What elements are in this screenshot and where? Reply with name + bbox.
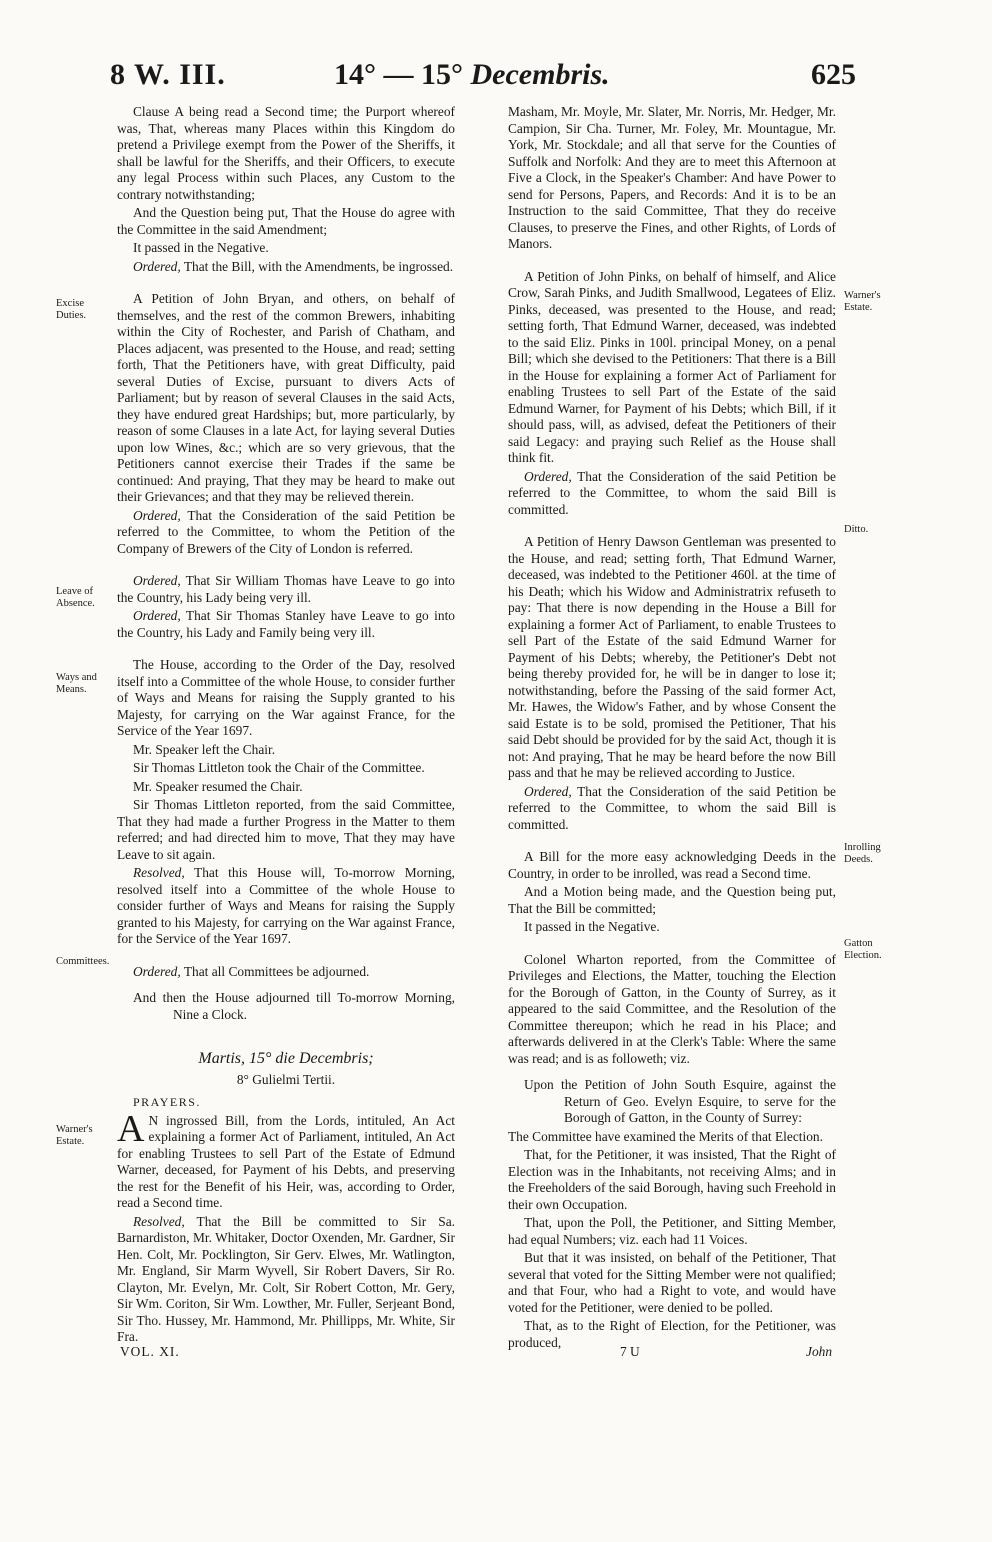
signature-mark: 7 U <box>620 1344 640 1359</box>
ordered-label: Ordered, <box>133 963 181 979</box>
paragraph-text: That Sir Thomas Stanley have Leave to go into the Country, his Lady and Family being very ill. <box>117 608 455 640</box>
adjournment-note: And then the House adjourned till To-morrow Morning, Nine a Clock. <box>133 990 455 1022</box>
paragraph <box>117 608 455 641</box>
paragraph: That, as to the Right of Election, for the Petitioner, was produced, <box>508 1318 836 1350</box>
paragraph-text: That the Consideration of the said Petition be referred to the Committee, to whom the said Bill is committed. <box>508 783 836 832</box>
margin-note-warner-right: Warner's Estate. <box>844 290 881 313</box>
paragraph-text: That the Bill, with the Amendments, be ingrossed. <box>180 258 454 274</box>
paragraph <box>117 1107 455 1212</box>
date-month: Decembris. <box>470 58 610 91</box>
drop-cap: A <box>117 1107 145 1150</box>
paragraph <box>117 865 455 948</box>
date-days: 14° — 15° <box>334 58 463 91</box>
paragraph: That, upon the Poll, the Petitioner, and Sitting Member, had equal Numbers; viz. each had 11 Voices. <box>508 1215 836 1247</box>
paragraph: Sir Thomas Littleton took the Chair of the Committee. <box>133 760 425 775</box>
day-heading: Martis, 15° die Decembris; <box>198 1050 374 1067</box>
paragraph <box>117 1214 455 1346</box>
paragraph: A Petition of John Bryan, and others, on behalf of themselves, and the rest of the common Brewers, inhabiting within the City of Rochester, and Parish of Chatham, and Places adjacent, was presented to the House, and read; setting forth, That the Petitioners have, with great Difficulty, paid several Duties of Excise, pursuant to divers Acts of Parliament; but by reason of several Clauses in the said Acts, they have endured great Hardships; but, more particularly, by reason of some Clauses in a late Act, for laying several Duties upon low Wines, &c.; which are so very grievous, that the Petitioners cannot exercise their Trades if the same be continued: And praying, That they may be heard to make out their Grievances; and that they may be relieved therein. <box>117 291 455 504</box>
paragraph: Masham, Mr. Moyle, Mr. Slater, Mr. Norris, Mr. Hedger, Mr. Campion, Sir Cha. Turner, Mr. Foley, Mr. Mountague, Mr. York, Mr. Stockdale; and all that serve for the Counties of Suffolk and Norfolk: And they are to meet this Afternoon at Five a Clock, in the Speaker's Chamber: And have Power to send for Persons, Papers, and Records: And it is to be an Instruction to the said Committee, That they do receive Clauses, to preserve the Fines, and other Rights, of Lords of Manors. <box>508 104 836 251</box>
paragraph: And the Question being put, That the House do agree with the Committee in the said Amendment; <box>117 205 455 237</box>
left-column <box>117 104 455 1348</box>
resolved-label: Resolved, <box>133 1213 185 1229</box>
volume-label: VOL. XI. <box>120 1344 180 1359</box>
margin-note-committees: Committees. <box>56 956 110 967</box>
paragraph-text: N ingrossed Bill, from the Lords, intituled, An Act explaining a former Act of Parliament, intituled, An Act for enabling Trustees to sell Part of the Estate of Edmund Warner, deceased, for Payment of his Debts, and preserving the rest for the Benefit of his Heir, was, according to Order, read a Second time. <box>117 1112 455 1210</box>
paragraph-text: That all Committees be adjourned. <box>180 963 370 979</box>
resolved-label: Resolved, <box>133 865 185 880</box>
margin-note-warner: Warner's Estate. <box>56 1124 93 1147</box>
ordered-label: Ordered, <box>133 573 181 588</box>
ordered-label: Ordered, <box>524 468 572 484</box>
paragraph-text: That the Consideration of the said Petition be referred to the Committee, to whom the Petition of the Company of Brewers of the City of London is referred. <box>117 507 455 556</box>
page-number: 625 <box>811 58 856 91</box>
paragraph: Colonel Wharton reported, from the Committee of Privileges and Elections, the Matter, touching the Election for the Borough of Gatton, in the County of Surrey, as it appeared to the said Committee, and the Resolution of the Committee thereupon; which he read in his Place; and afterwards delivered in at the Clerk's Table: Where the same was read; and is as followeth; viz. <box>508 951 836 1066</box>
paragraph <box>508 469 836 519</box>
margin-note-inrolling: Inrolling Deeds. <box>844 842 881 865</box>
paragraph: Sir Thomas Littleton reported, from the said Committee, That they had made a further Progress in the Matter to them referred; and had directed him to move, That they may have Leave to sit again. <box>117 797 455 862</box>
ordered-label: Ordered, <box>133 608 181 623</box>
ordered-label: Ordered, <box>524 783 572 799</box>
paragraph-text: That Sir William Thomas have Leave to go into the Country, his Lady being very ill. <box>117 573 455 605</box>
paragraph: That, for the Petitioner, it was insisted, That the Right of Election was in the Inhabitants, not receiving Alms; and in the Freeholders of the said Borough, having such Freehold in their own Occupation. <box>508 1147 837 1212</box>
paragraph: It passed in the Negative. <box>133 240 269 255</box>
paragraph <box>508 784 836 834</box>
paragraph: Clause A being read a Second time; the Purport whereof was, That, whereas many Places within this Kingdom do pretend a Privilege exempt from the Power of the Sheriffs, it shall be lawful for the Sheriffs, and their Officers, to execute any legal Process within such Places, any Custom to the contrary notwithstanding; <box>117 104 455 202</box>
paragraph: Mr. Speaker left the Chair. <box>133 741 276 757</box>
ordered-label: Ordered, <box>133 258 181 274</box>
date-heading <box>334 58 610 92</box>
paragraph: But that it was insisted, on behalf of the Petitioner, That several that voted for the Sitting Member were not qualified; and that Four, who had a Right to vote, and would have voted for the Petitioner, were denied to be polled. <box>508 1250 836 1315</box>
catchword: John <box>806 1344 833 1359</box>
paragraph: The House, according to the Order of the Day, resolved itself into a Committee of the whole House, to consider further of Ways and Means for raising the Supply granted to his Majesty, for carrying on the War against France, for the Service of the Year 1697. <box>117 657 455 738</box>
regnal-subheading: 8° Gulielmi Tertii. <box>236 1071 336 1087</box>
paragraph-text: That the Consideration of the said Petition be referred to the Committee, to whom the said Bill is committed. <box>508 468 836 517</box>
paragraph: A Petition of Henry Dawson Gentleman was presented to the House, and read; setting forth, That Edmund Warner, deceased, was indebted to the Petitioner 460l. at the time of his Death; which his Widow and Administratrix refuseth to pay: That there is now depending in the House a Bill for explaining a former Act of Parliament, to enable Trustees to sell Part of the Estate of the said Edmund Warner for Payment of his Debts; whereby, the Petitioner's Debt not being thereby provided for, he will be in danger to lose it; notwithstanding, before the Passing of the said former Act, Mr. Hawes, the Widow's Father, and by whose Consent the said Estate is to be sold, promised the Petitioner, That his said Debt should be provided for by the said Act, though it is not: And praying, That he may be heard before the now Bill pass and that he may be relieved according to Justice. <box>508 534 836 780</box>
paragraph <box>117 508 455 558</box>
margin-note-ways: Ways and Means. <box>56 672 97 695</box>
paragraph: The Committee have examined the Merits of that Election. <box>508 1128 823 1144</box>
paragraph-text: That this House will, To-morrow Morning, resolved itself into a Committee of the whole House to consider further of Ways and Means for raising the Supply granted to his Majesty, for carrying on the War against France, for the Service of the Year 1697. <box>117 865 455 946</box>
margin-note-leave: Leave of Absence. <box>56 586 95 609</box>
paragraph: A Bill for the more easy acknowledging Deeds in the Country, in order to be inrolled, was read a Second time. <box>508 849 836 881</box>
prayers-heading: PRAYERS. <box>133 1095 201 1109</box>
right-column <box>508 104 836 1353</box>
regnal-year: 8 W. III. <box>110 58 226 91</box>
paragraph: Mr. Speaker resumed the Chair. <box>133 778 303 794</box>
paragraph: A Petition of John Pinks, on behalf of himself, and Alice Crow, Sarah Pinks, and Judith Smallwood, Legatees of Eliz. Pinks, deceased, was presented to the House, and read; setting forth, That Edmund Warner, deceased, was indebted to the said Eliz. Pinks in 100l. principal Money, on a penal Bill; which she devised to the Petitioners: That there is a Bill in the House for explaining a former Act of Parliament for enabling Trustees to sell Part of the Estate of the said Edmund Warner, for Payment of his Debts; which Bill, if it should pass, will, as advised, defeat the Petitioners of their said Legacy: and praying such Relief as the House shall think fit. <box>508 268 836 465</box>
petition-heading: Upon the Petition of John South Esquire, against the Return of Geo. Evelyn Esquire, to serve for the Borough of Gatton, in the County of Surrey: <box>524 1077 836 1125</box>
ordered-label: Ordered, <box>133 507 181 523</box>
paragraph: It passed in the Negative. <box>524 919 660 934</box>
margin-note-excise: Excise Duties. <box>56 298 87 321</box>
margin-note-gatton: Gatton Election. <box>844 938 882 961</box>
paragraph: And a Motion being made, and the Question being put, That the Bill be committed; <box>508 884 836 916</box>
paragraph <box>117 573 455 606</box>
page-header <box>110 58 856 98</box>
margin-note-ditto: Ditto. <box>844 524 869 535</box>
paragraph <box>117 964 455 981</box>
paragraph-text: That the Bill be committed to Sir Sa. Barnardiston, Mr. Whitaker, Doctor Oxenden, Mr. Gardner, Sir Hen. Colt, Mr. Pocklington, Sir Gerv. Elwes, Mr. Watlington, Mr. England, Sir Marm Wyvell, Sir Robert Davers, Sir Ro. Clayton, Mr. Evelyn, Mr. Colt, Sir Robert Cotton, Mr. Gery, Sir Wm. Coriton, Sir Wm. Lowther, Mr. Fuller, Serjeant Bond, Sir Tho. Hussey, Mr. Hammond, Mr. Phillipps, Mr. White, Sir Fra. <box>117 1213 455 1344</box>
paragraph <box>117 259 455 276</box>
